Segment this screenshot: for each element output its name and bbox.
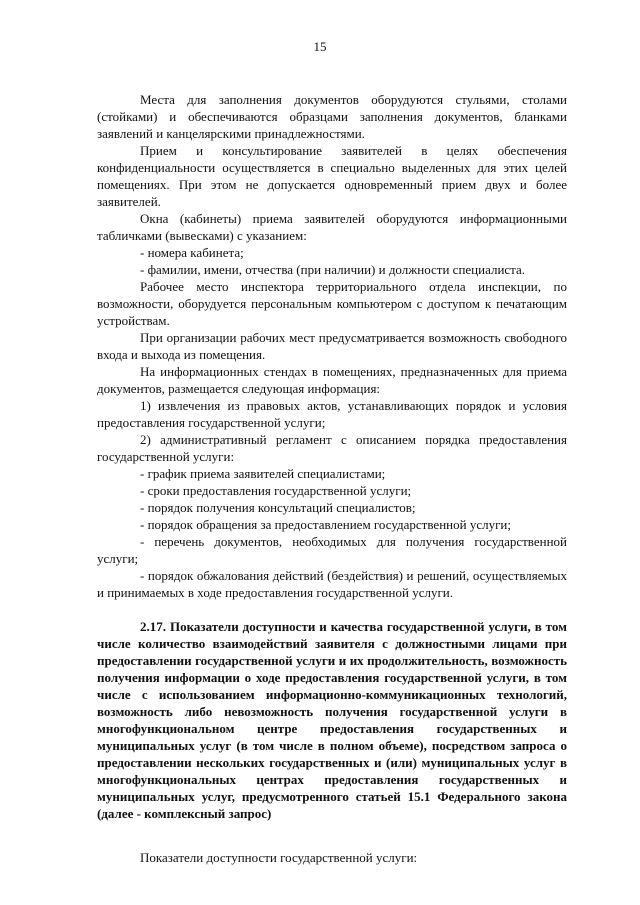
- document-body: [97, 91, 567, 866]
- list-item-application-order: - порядок обращения за предоставлением государственной услуги;: [140, 517, 511, 532]
- paragraph-info-stands: На информационных стендах в помещениях, предназначенных для приема документов, размещается следующая информация:: [97, 364, 567, 396]
- list-item-terms: - сроки предоставления государственной услуги;: [140, 483, 412, 498]
- list-item-legal-acts: 1) извлечения из правовых актов, устанавливающих порядок и условия предоставления государственной услуги;: [97, 398, 567, 430]
- list-item-specialist-name: - фамилии, имени, отчества (при наличии) и должности специалиста.: [140, 262, 526, 277]
- list-item-documents-list: - перечень документов, необходимых для получения государственной услуги;: [97, 534, 567, 566]
- paragraph-consulting: Прием и консультирование заявителей в целях обеспечения конфиденциальности осуществляется в специально выделенных для этих целей помещениях. При этом не допускается одновременный прием двух и более заявителей.: [97, 143, 567, 209]
- list-item-appeal-order: - порядок обжалования действий (бездействия) и решений, осуществляемых и принимаемых в ходе предоставления государственной услуги.: [97, 568, 567, 600]
- paragraph-inspector-workplace: Рабочее место инспектора территориального отдела инспекции, по возможности, оборудуется персональным компьютером с доступом к печатающим устройствам.: [97, 279, 567, 328]
- page-number: 15: [313, 39, 327, 54]
- list-item-room-number: - номера кабинета;: [140, 245, 244, 260]
- paragraph-availability-indicators: Показатели доступности государственной услуги:: [140, 850, 418, 865]
- section-heading-2-17: 2.17. Показатели доступности и качества государственной услуги, в том числе количество взаимодействий заявителя с должностными лицами при предоставлении государственной услуги и их продолжительность, возможность получения информации о ходе предоставления государственной услуги, в том числе с использованием информационно-коммуникационных технологий, возможность либо невозможность получения государственной услуги в многофункциональном центре предоставления государственных и муниципальных услуг (в том числе в полном объеме), посредством запроса о предоставлении нескольких государственных и (или) муниципальных услуг в многофункциональных центрах предоставления государственных и муниципальных услуг, предусмотренного статьей 15.1 Федерального закона (далее - комплексный запрос): [97, 619, 567, 821]
- list-item-regulation: 2) административный регламент с описанием порядка предоставления государственной услуги:: [97, 432, 567, 464]
- paragraph-windows: Окна (кабинеты) приема заявителей оборудуются информационными табличками (вывесками) с указанием:: [97, 211, 567, 243]
- tail-spacer: [97, 822, 567, 849]
- list-item-consultations: - порядок получения консультаций специалистов;: [140, 500, 416, 515]
- list-item-schedule: - график приема заявителей специалистами;: [140, 466, 386, 481]
- section-spacer: [97, 601, 567, 618]
- paragraph-free-access: При организации рабочих мест предусматривается возможность свободного входа и выхода из помещения.: [97, 330, 567, 362]
- paragraph-workplaces: Места для заполнения документов оборудуются стульями, столами (стойками) и обеспечиваются образцами заполнения документов, бланками заявлений и канцелярскими принадлежностями.: [97, 92, 567, 141]
